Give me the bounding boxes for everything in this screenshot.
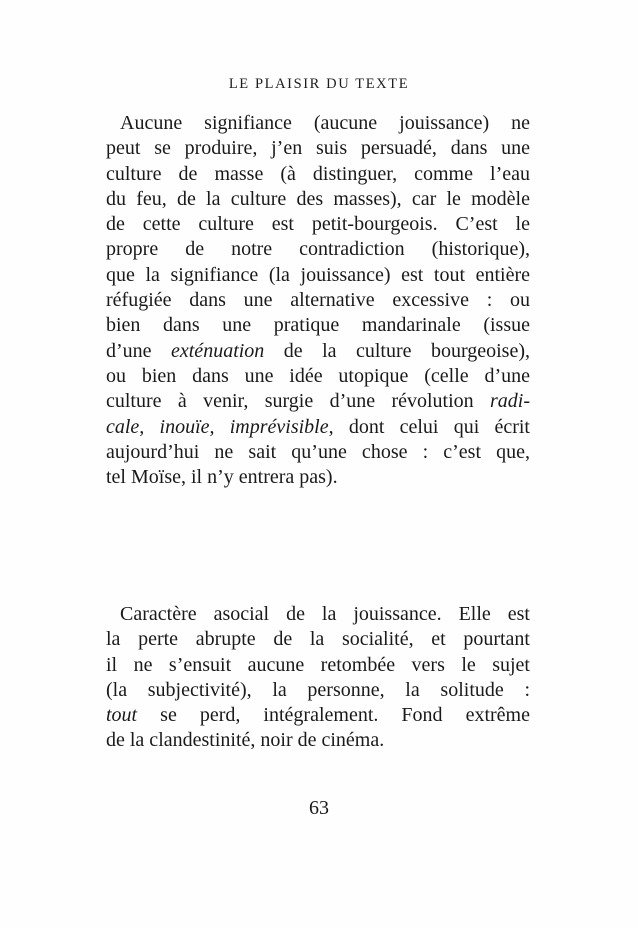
text-run: peut se produire, j’en suis persuadé, dans une [106, 137, 530, 160]
paragraph-1 [106, 111, 530, 490]
text-run: il ne s’ensuit aucune retombée vers le sujet [106, 653, 530, 676]
text-line [106, 678, 530, 703]
text-line [106, 389, 530, 414]
text-line [106, 440, 530, 465]
italic-text: cale, inouïe, imprévisible [106, 415, 329, 438]
text-line [106, 728, 530, 753]
text-line [106, 111, 530, 136]
text-line [106, 703, 530, 728]
text-run: , dont celui qui écrit [328, 415, 530, 438]
text-run: Caractère asocial de la jouissance. Elle est [120, 603, 530, 625]
text-line [106, 627, 530, 652]
page-number: 63 [309, 797, 329, 819]
text-line [106, 162, 530, 187]
text-run: aujourd’hui ne sait qu’une chose : c’est que, [106, 440, 530, 463]
text-run: de la culture bourgeoise), [264, 339, 531, 362]
text-line [106, 364, 530, 389]
paragraph-2 [106, 602, 530, 754]
running-head: LE PLAISIR DU TEXTE [228, 76, 410, 92]
text-line [106, 263, 530, 288]
text-line [106, 653, 530, 678]
text-run: la perte abrupte de la socialité, et pourtant [106, 628, 530, 651]
text-run: d’une [106, 339, 171, 362]
text-run: se perd, intégralement. Fond extrême [137, 704, 530, 727]
text-line [106, 602, 530, 627]
text-run: que la signifiance (la jouissance) est tout entière [106, 263, 530, 286]
text-run: culture de masse (à distinguer, comme l’eau [106, 162, 530, 185]
text-run: ou bien dans une idée utopique (celle d’une [106, 364, 530, 387]
text-line [106, 237, 530, 262]
text-line [106, 136, 530, 161]
text-run: bien dans une pratique mandarinale (issue [106, 314, 530, 337]
text-line [106, 465, 530, 490]
text-line [106, 187, 530, 212]
text-run: de la clandestinité, noir de cinéma. [106, 729, 385, 752]
text-run: culture à venir, surgie d’une révolution [106, 390, 490, 413]
text-run: propre de notre contradiction (historique), [106, 238, 530, 261]
text-run: Aucune signifiance (aucune jouissance) ne [120, 112, 530, 134]
text-line [106, 288, 530, 313]
text-run: du feu, de la culture des masses), car le modèle [106, 187, 530, 210]
text-run: tel Moïse, il n’y entrera pas). [106, 466, 338, 489]
text-run: (la subjectivité), la personne, la solitude : [106, 678, 530, 701]
text-run: de cette culture est petit-bourgeois. C’est le [106, 213, 530, 236]
text-line [106, 415, 530, 440]
italic-text: tout [106, 704, 138, 727]
text-line [106, 212, 530, 237]
text-line [106, 313, 530, 338]
text-run: réfugiée dans une alternative excessive : ou [106, 289, 530, 312]
italic-text: exténuation [171, 339, 265, 362]
italic-text: radi- [490, 390, 530, 413]
text-line [106, 339, 530, 364]
